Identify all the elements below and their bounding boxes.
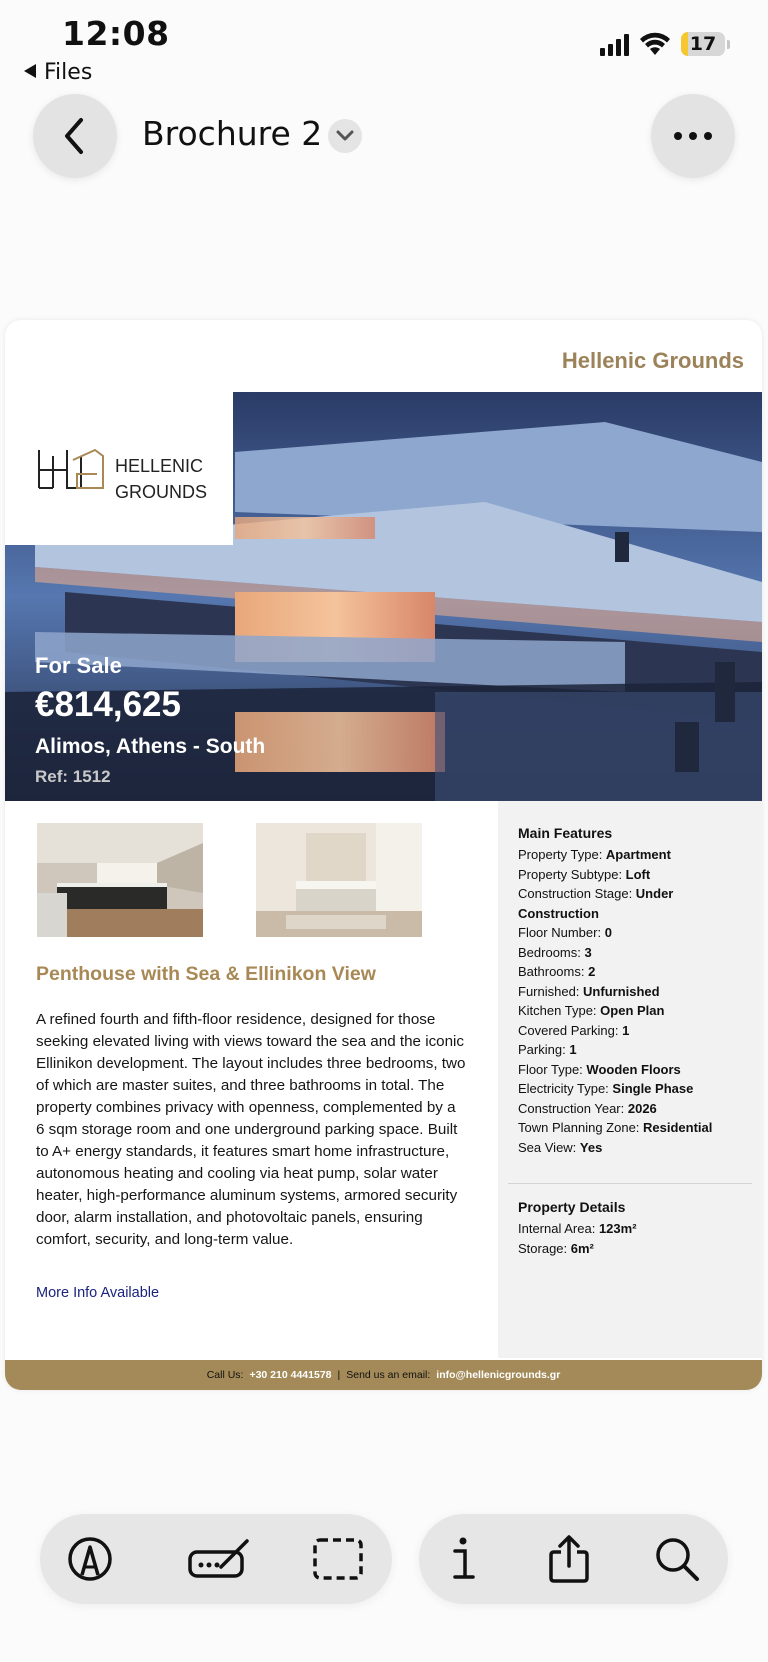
feature-label: Floor Number: [518,925,605,940]
feature-row [518,1239,756,1259]
feature-value: 123m² [598,1221,637,1236]
feature-value: 1 [569,1042,577,1057]
property-details-heading: Property Details [518,1199,626,1215]
markup-button[interactable] [50,1514,130,1604]
feature-value: Under Construction [518,886,674,921]
back-to-files-link[interactable] [24,60,92,85]
brochure-page[interactable] [5,320,762,1390]
feature-row [518,1001,756,1021]
ellipsis-icon [673,131,713,141]
wifi-icon [639,32,671,56]
features-list [518,845,756,1157]
feature-label: Bedrooms: [518,944,585,960]
search-icon [654,1536,700,1582]
feature-label: Sea View: [518,1139,580,1155]
listing-status: For Sale [35,653,122,678]
logo-line1: HELLENIC [115,456,204,476]
feature-row [518,1219,756,1239]
cellular-signal-icon [600,32,629,56]
status-bar [0,0,768,90]
feature-label: Parking: [518,1042,570,1057]
feature-value: Open Plan [600,1003,665,1018]
feature-label: Construction Stage: [518,886,636,901]
feature-value: Loft [625,866,651,882]
feature-label: Internal Area: [518,1221,599,1236]
footer-email[interactable]: info@hellenicgrounds.gr [436,1369,561,1381]
feature-value: 3 [584,944,592,960]
property-description: A refined fourth and fifth-floor residence, designed for those seeking elevated living with views toward the sea and the iconic Ellinikon development. The layout includes three bedrooms, two of which are master suites, and three bathrooms in total. The property combines privacy with openness, complemented by a 6 sqm storage room and one underground parking space. Built to A+ energy standards, it features smart home infrastructure, autonomous heating and cooling via heat pump, solar water heater, high-performance aluminum systems, armored security door, alarm installation, and photovoltaic panels, ensuring comfort, security, and long-term value. [36,1011,466,1248]
hellenic-grounds-logo [5,392,233,545]
feature-row [518,1040,756,1060]
document-toolbar [419,1514,728,1604]
feature-label: Furnished: [518,983,584,999]
footer-email-label: Send us an email: [346,1369,431,1381]
markup-icon [66,1535,114,1583]
share-icon [548,1534,590,1584]
feature-value: 6m² [570,1240,594,1256]
title-menu-button[interactable] [328,119,362,153]
markup-toolbar [40,1514,392,1604]
logo-line2: GROUNDS [115,482,208,502]
feature-label: Town Planning Zone: [518,1120,644,1135]
selection-icon [312,1537,364,1581]
listing-price: €814,625 [35,685,181,724]
more-options-button[interactable] [651,94,735,178]
feature-label: Covered Parking: [518,1022,623,1038]
feature-label: Electricity Type: [518,1081,613,1096]
main-features-heading: Main Features [518,825,613,841]
feature-value: 1 [622,1022,630,1038]
share-button[interactable] [529,1514,609,1604]
brochure-footer [5,1360,762,1390]
feature-label: Property Subtype: [518,866,626,882]
hero-image [5,392,762,801]
feature-value: Yes [579,1139,603,1155]
property-title: Penthouse with Sea & Ellinikon View [36,963,376,985]
footer-phone[interactable]: +30 210 4441578 [249,1369,332,1381]
back-button[interactable] [33,94,117,178]
hero-overlay [35,653,265,787]
document-title[interactable]: Brochure 2 [142,114,323,153]
back-triangle-icon [24,64,36,78]
search-button[interactable] [637,1514,717,1604]
feature-row [518,884,756,923]
signature-icon [187,1535,253,1583]
feature-label: Floor Type: [518,1061,587,1077]
battery-fill [681,32,688,56]
main-features [518,825,756,1157]
feature-value: 2 [588,964,596,979]
feature-value: 2026 [627,1100,657,1116]
feature-row [518,962,756,982]
feature-row [518,845,756,865]
feature-row [518,1021,756,1041]
feature-value: Residential [643,1120,713,1135]
footer-call-label: Call Us: [206,1369,244,1381]
bedroom-photo [256,823,422,937]
details-list [518,1219,756,1258]
feature-row [518,1060,756,1080]
listing-ref: Ref: 1512 [35,767,111,786]
feature-value: Wooden Floors [586,1061,681,1077]
selection-button[interactable] [298,1514,378,1604]
feature-value: Unfurnished [583,983,660,999]
logo [5,392,233,545]
battery-icon [681,32,725,56]
footer-separator: | [337,1369,341,1381]
feature-row [518,1118,756,1138]
status-time: 12:08 [62,14,170,53]
feature-value: Single Phase [612,1081,694,1096]
info-icon [448,1535,478,1583]
info-button[interactable] [423,1514,503,1604]
battery-nub [727,40,730,49]
more-info-link[interactable]: More Info Available [36,1285,160,1301]
property-details [518,1199,756,1258]
features-divider [508,1183,752,1184]
brand-name: Hellenic Grounds [561,348,744,373]
feature-label: Kitchen Type: [518,1003,601,1018]
feature-value: 0 [604,925,612,940]
feature-label: Construction Year: [518,1100,628,1116]
description-column [5,801,498,1358]
feature-row [518,923,756,943]
kitchen-photo [37,823,203,937]
features-column [498,801,762,1358]
status-icons [600,32,730,56]
feature-row [518,1138,756,1158]
listing-location: Alimos, Athens - South [35,735,266,758]
feature-row [518,1079,756,1099]
chevron-left-icon [61,116,89,156]
battery-percent: 17 [689,33,717,55]
signature-button[interactable] [175,1514,265,1604]
feature-label: Storage: [518,1240,571,1256]
feature-row [518,865,756,885]
feature-value: Apartment [605,847,671,862]
feature-label: Bathrooms: [518,964,589,979]
back-app-label: Files [44,60,93,85]
feature-row [518,982,756,1002]
chevron-down-icon [336,130,354,142]
feature-label: Property Type: [518,847,606,862]
feature-row [518,943,756,963]
feature-row [518,1099,756,1119]
